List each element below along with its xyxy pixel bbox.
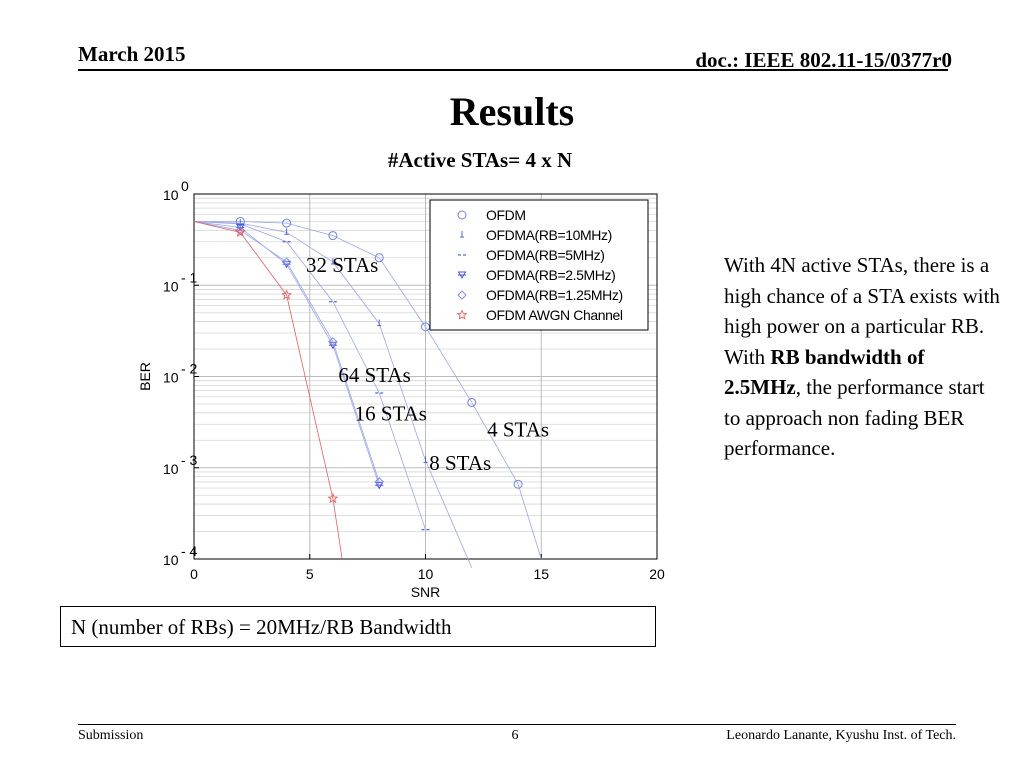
legend xyxy=(430,200,648,330)
y-axis-label: BER xyxy=(137,362,153,391)
y-tick-exponent: 0 xyxy=(181,180,189,194)
y-tick-label: 10 xyxy=(163,187,179,203)
y-tick-exponent: - 4 xyxy=(181,543,198,559)
legend-entry: OFDMA(RB=10MHz) xyxy=(486,227,612,243)
side-text-start: With 4N active STAs, there is a high chance of a STA exists with high power on a particular RB. With xyxy=(724,253,1000,369)
x-tick-label: 15 xyxy=(533,566,550,582)
legend-entry: OFDM AWGN Channel xyxy=(486,307,623,323)
y-tick-label: 10 xyxy=(163,552,179,568)
footer-author: Leonardo Lanante, Kyushu Inst. of Tech. xyxy=(726,728,956,743)
legend-entry: OFDMA(RB=1.25MHz) xyxy=(486,287,623,303)
header-date: March 2015 xyxy=(78,42,186,66)
y-tick-exponent: - 3 xyxy=(181,451,198,468)
y-tick-label: 10 xyxy=(163,278,179,295)
side-text-end: , the performance start to approach non fading BER performance. xyxy=(724,375,985,460)
annotation-label: 64 STAs xyxy=(338,363,411,388)
x-tick-label: 0 xyxy=(190,566,198,582)
side-commentary xyxy=(724,250,1004,464)
annotation-label: 32 STAs xyxy=(305,252,379,277)
footer-page-number: 6 xyxy=(511,728,519,743)
annotation-label: 4 STAs xyxy=(487,417,550,442)
ber-chart xyxy=(130,180,690,605)
rb-note-text: N (number of RBs) = 20MHz/RB Bandwidth xyxy=(71,615,452,639)
footer-divider xyxy=(78,724,956,725)
legend-entry: OFDMA(RB=5MHz) xyxy=(486,247,605,263)
slide-title: Results xyxy=(449,89,575,134)
header-divider xyxy=(78,69,948,71)
side-text-emphasis: RB bandwidth of 2.5MHz xyxy=(724,344,925,399)
legend-entry: OFDM xyxy=(486,207,526,223)
x-tick-label: 10 xyxy=(417,566,434,582)
annotation-label: 8 STAs xyxy=(429,450,492,475)
annotation-label: 16 STAs xyxy=(354,401,427,426)
legend-entry: OFDMA(RB=2.5MHz) xyxy=(486,267,616,283)
x-tick-label: 5 xyxy=(305,566,314,582)
rb-note-box xyxy=(60,606,656,647)
y-tick-exponent: - 1 xyxy=(181,269,198,286)
x-tick-label: 20 xyxy=(649,566,665,582)
x-axis-label: SNR xyxy=(410,584,441,600)
chart-subtitle: #Active STAs= 4 x N xyxy=(387,148,573,172)
y-tick-label: 10 xyxy=(163,369,179,386)
y-tick-label: 10 xyxy=(163,460,179,477)
footer-submission: Submission xyxy=(78,728,144,743)
y-tick-exponent: - 2 xyxy=(181,360,198,377)
header-doc-id: doc.: IEEE 802.11-15/0377r0 xyxy=(695,48,952,72)
data-point xyxy=(377,320,381,326)
